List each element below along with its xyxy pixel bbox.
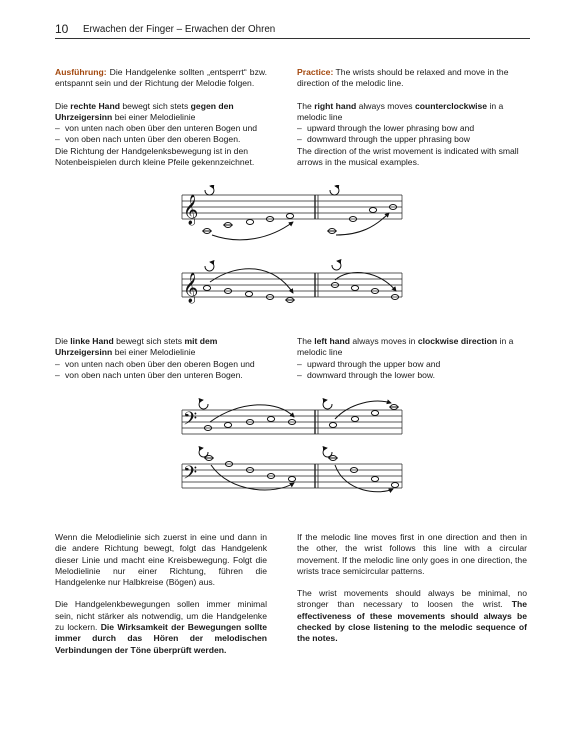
counterclockwise-arrow-icon: [332, 261, 341, 270]
right-hand-paragraph-en: The right hand always moves counterclockwise in a melodic line – upward through the lower phrasing bow and – downward through the upper phrasing bow The direction of the wrist movement is indicated with small arrows in the musical examples.: [297, 101, 527, 169]
circular-paragraph-de: Wenn die Melodielinie sich zuerst in eine und dann in die andere Richtung bewegt, folgt das Handgelenk dieser Linie und macht eine Kreisbewegung. Folgt die Melodielinie nur einer Richtung, führen die Handgelenke nur Halbkreise (Bögen) aus.: [55, 532, 267, 588]
clockwise-arrow-icon: [323, 400, 332, 409]
list-item: – downward through the upper phrasing bow: [297, 134, 527, 145]
practice-paragraph-de: Ausführung: Die Handgelenke sollten „entsperrt“ bzw. entspannt sein und der Richtung der Melodie folgen.: [55, 67, 267, 89]
right-hand-music-example: [170, 185, 410, 310]
english-intro: [297, 67, 527, 168]
clockwise-arrow-icon: [323, 448, 332, 457]
list-item: – upward through the lower phrasing bow and: [297, 123, 527, 134]
treble-clef-icon: 𝄞: [183, 273, 199, 303]
staff-system-1: [182, 195, 402, 219]
staff-system-3: [182, 410, 402, 434]
minimal-paragraph-en: The wrist movements should always be minimal, no stronger than necessary to loosen the wrist. The effectiveness of these movements should always be checked by close listening to the melodic sequence of the notes.: [297, 588, 527, 644]
minimal-paragraph-de: Die Handgelenkbewegungen sollen immer minimal sein, nicht stärker als notwendig, um die Handgelenke zu lockern. Die Wirksamkeit der Bewegungen sollte immer durch das Hören der melodischen Verbindungen der Töne überprüft werden.: [55, 599, 267, 655]
counterclockwise-arrow-icon: [330, 186, 339, 195]
notes-system-3: [199, 400, 399, 431]
list-item: – downward through the lower bow.: [297, 370, 527, 381]
arrow-note-en: The direction of the wrist movement is indicated with small arrows in the musical examples.: [297, 145, 519, 168]
bass-clef-icon: 𝄢: [183, 409, 198, 434]
treble-clef-icon: 𝄞: [183, 195, 199, 225]
page-number: 10: [55, 22, 69, 36]
right-hand-paragraph-de: Die rechte Hand bewegt sich stets gegen den Uhrzeigersinn bei einer Melodielinie – von unten nach oben über den unteren Bogen und – von oben nach unten über den oberen Bogen. Die Richtung der Handgelenksbewegung ist in den Notenbeispielen durch kleine Pfeile gekennzeichnet.: [55, 101, 267, 169]
list-item: – upward through the upper bow and: [297, 359, 527, 370]
header-rule: [55, 38, 530, 39]
left-hand-music-example: [170, 395, 410, 500]
staff-system-2: [182, 273, 402, 297]
circular-paragraph-en: If the melodic line moves first in one direction and then in the other, the wrist follows this line with a circular movement. If the melodic line only goes in one direction, the wrists trace semicircular patterns.: [297, 532, 527, 576]
counterclockwise-arrow-icon: [205, 262, 214, 271]
arrow-note-de: Die Richtung der Handgelenksbewegung ist in den Notenbeispielen durch kleine Pfeile gekennzeichnet.: [55, 145, 255, 168]
list-item: – von unten nach oben über den oberen Bogen und: [55, 359, 267, 370]
clockwise-arrow-icon: [199, 448, 208, 457]
german-intro: [55, 67, 267, 168]
running-header: [55, 20, 530, 40]
running-title: Erwachen der Finger – Erwachen der Ohren: [83, 24, 276, 35]
left-hand-paragraph-en: The left hand always moves in clockwise direction in a melodic line – upward through the upper bow and – downward through the lower bow.: [297, 336, 527, 381]
list-item: – von unten nach oben über den unteren Bogen und: [55, 123, 267, 134]
notes-system-2: [203, 261, 398, 303]
german-closing: [55, 532, 267, 656]
english-closing: [297, 532, 527, 645]
bass-clef-icon: 𝄢: [183, 463, 198, 488]
practice-paragraph-en: Practice: The wrists should be relaxed and move in the direction of the melodic line.: [297, 67, 509, 89]
list-item: – von oben nach unten über den oberen Bogen.: [55, 134, 267, 145]
clockwise-arrow-icon: [199, 400, 208, 409]
left-hand-paragraph-de: Die linke Hand bewegt sich stets mit dem Uhrzeigersinn bei einer Melodielinie – von unten nach oben über den oberen Bogen und – von oben nach unten über den unteren Bogen.: [55, 336, 267, 381]
counterclockwise-arrow-icon: [205, 186, 214, 195]
list-item: – von oben nach unten über den unteren Bogen.: [55, 370, 267, 381]
